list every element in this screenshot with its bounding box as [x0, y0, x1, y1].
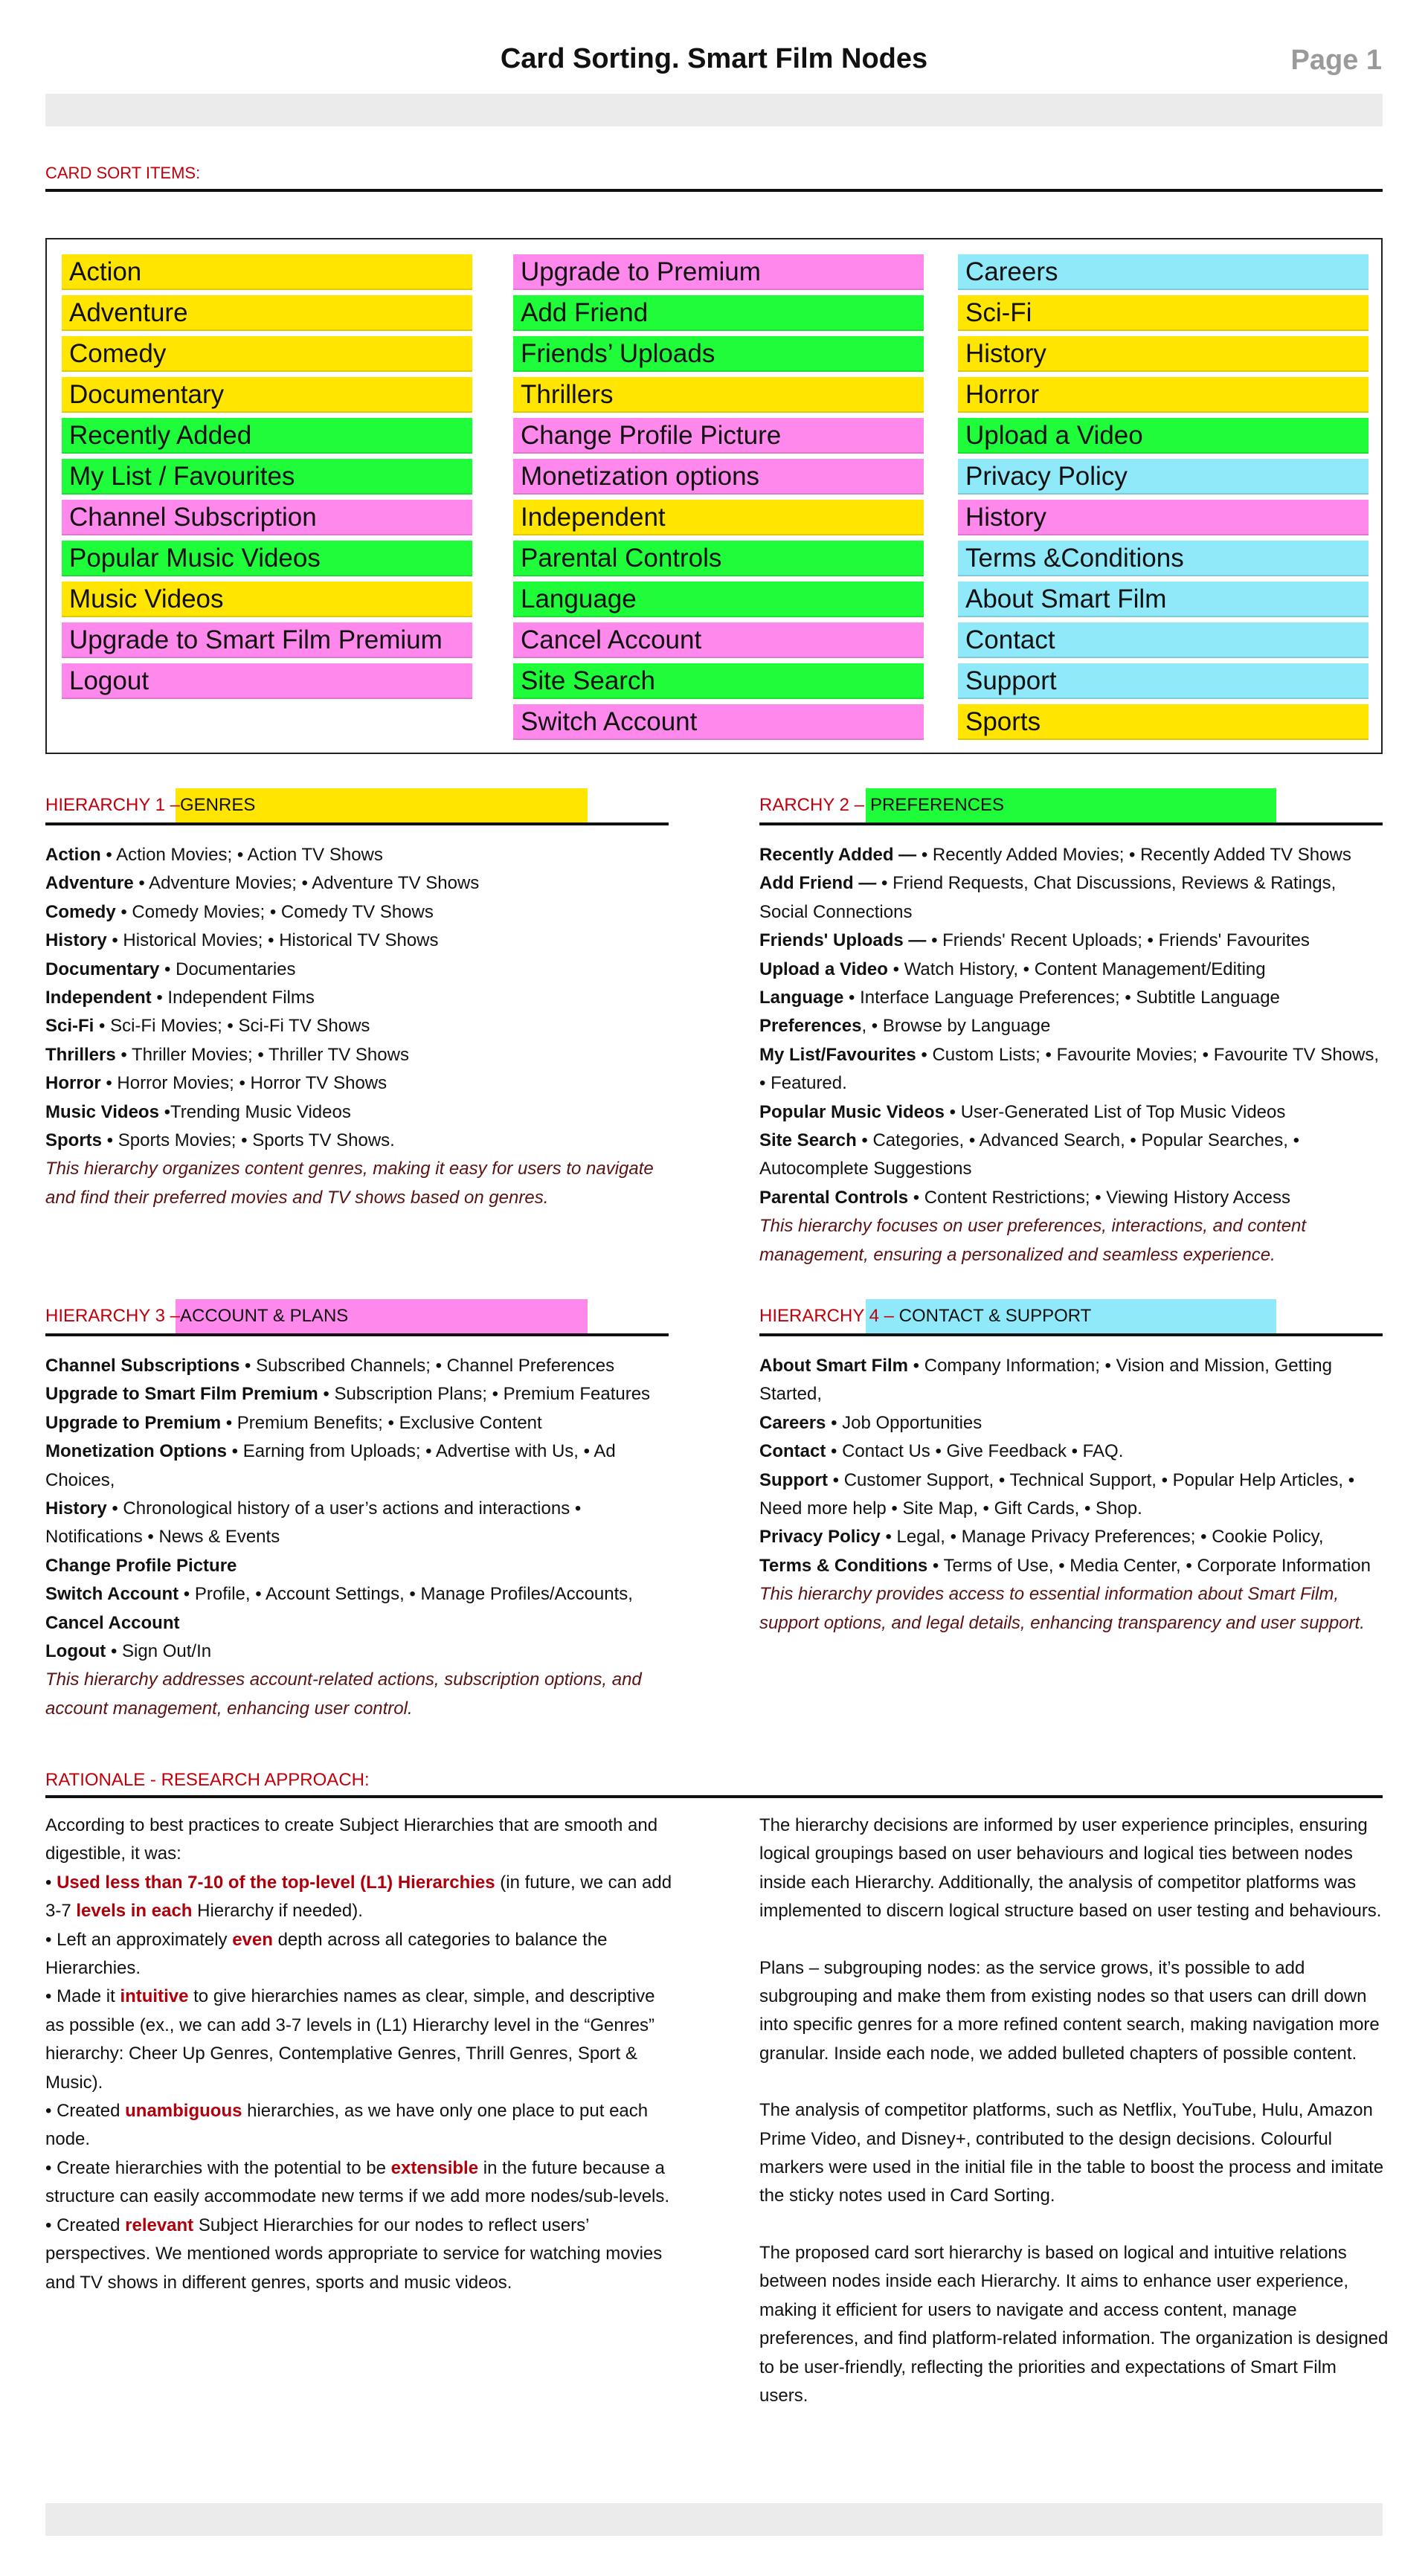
hierarchy-item-name: Upload a Video	[759, 959, 888, 979]
hierarchy-item-name: Sports	[45, 1130, 103, 1151]
rationale-bullet	[45, 1926, 676, 1983]
hierarchy-4-label-text: HIERARCHY 4 –	[759, 1306, 899, 1326]
hierarchy-item	[45, 1409, 670, 1437]
hierarchy-item-name: Channel Subscriptions	[45, 1356, 240, 1376]
hierarchy-item-name: Add Friend —	[759, 873, 877, 894]
header-divider-bar	[45, 94, 1383, 126]
rationale-bullet	[45, 2097, 676, 2154]
sort-card: Friends’ Uploads	[513, 336, 924, 372]
rationale-paragraph: The hierarchy decisions are informed by user experience principles, ensuring logical groupings based on user behaviours and logical ties between nodes inside each Hierarchy. Additionally, the analysis of competitor platforms was implemented to discern logical structure based on user testing and behaviours.	[759, 1815, 1382, 1922]
sort-card: About Smart Film	[958, 582, 1368, 617]
hierarchy-3-chip: ACCOUNT & PLANS	[176, 1299, 588, 1333]
rationale-bullet	[45, 1869, 676, 1926]
hierarchy-item-detail: • Sports Movies; • Sports TV Shows.	[102, 1130, 395, 1151]
hierarchy-item-detail: • Documentaries	[159, 959, 296, 979]
rationale-paragraph: The analysis of competitor platforms, such as Netflix, YouTube, Hulu, Amazon Prime Video, and Disney+, contributed to the design decisions. Colourful markers were used in the initial file in the table to boost the process and imitate the sticky notes used in Card Sorting.	[759, 2100, 1384, 2206]
hierarchy-item	[759, 984, 1383, 1012]
hierarchy-item	[45, 1495, 670, 1552]
hierarchy-item	[45, 1580, 670, 1609]
hierarchy-item-name: Upgrade to Premium	[45, 1412, 222, 1433]
hierarchy-note: This hierarchy organizes content genres, making it easy for users to navigate and find their preferred movies and TV shows based on genres.	[45, 1159, 654, 1208]
hierarchy-item	[759, 1523, 1383, 1551]
hierarchy-item-detail: • Job Opportunities	[826, 1412, 982, 1433]
sort-card: Independent	[513, 500, 924, 535]
hierarchy-item-name: History	[45, 1498, 107, 1519]
hierarchy-item-name: Site Search	[759, 1130, 857, 1151]
footer-bar	[45, 2503, 1383, 2536]
hierarchy-item-detail: • Chronological history of a user’s actions and interactions • Notifications • News & Events	[45, 1498, 582, 1548]
section-rule	[45, 189, 1383, 192]
hierarchy-item-name: Independent	[45, 988, 152, 1008]
sort-card: Sports	[958, 704, 1368, 740]
hierarchy-item-name: Adventure	[45, 873, 134, 894]
card-column-2	[513, 254, 924, 745]
sort-card: Popular Music Videos	[62, 541, 472, 576]
bullet-text: • Left an approximately	[45, 1929, 233, 1950]
sort-card: Action	[62, 254, 472, 290]
hierarchy-item-name: Documentary	[45, 959, 160, 979]
sort-card: Adventure	[62, 295, 472, 331]
hierarchy-item	[759, 841, 1383, 869]
hierarchy-item-name: Change Profile Picture	[45, 1555, 237, 1576]
hierarchy-item	[45, 1552, 670, 1580]
hierarchy-item-detail: • Sign Out/In	[106, 1641, 212, 1662]
sort-card: Sci-Fi	[958, 295, 1368, 331]
hierarchy-item	[759, 869, 1383, 927]
hierarchy-item	[45, 1380, 670, 1408]
hierarchy-1-chip: GENRES	[176, 788, 588, 822]
hierarchy-item	[759, 1012, 1383, 1040]
hierarchy-item-name: Preferences	[759, 1016, 862, 1037]
bullet-highlight: extensible	[390, 2157, 479, 2178]
hierarchy-item	[759, 1437, 1383, 1466]
hierarchy-item-name: My List/Favourites	[759, 1044, 916, 1065]
hierarchy-item	[759, 1041, 1383, 1098]
bullet-highlight: intuitive	[120, 1986, 189, 2007]
hierarchy-item-detail: • Independent Films	[151, 988, 315, 1008]
sort-card: Parental Controls	[513, 541, 924, 576]
hierarchy-item	[759, 956, 1383, 984]
sort-card: Cancel Account	[513, 622, 924, 658]
sort-card: Privacy Policy	[958, 459, 1368, 495]
bullet-text: Subject Hierarchies for our nodes to reflect users’ perspectives. We mentioned words appropriate to service for watching movies and TV shows in different genres, sports and music videos.	[45, 2215, 663, 2293]
hierarchy-item	[45, 898, 670, 927]
hierarchy-item	[45, 927, 670, 955]
hierarchy-item-name: Thrillers	[45, 1044, 116, 1065]
hierarchy-1-label: HIERARCHY 1 –	[45, 795, 180, 815]
sort-card: Monetization options	[513, 459, 924, 495]
hierarchy-item	[759, 1552, 1383, 1580]
hierarchy-item	[759, 1184, 1383, 1212]
bullet-text: (in future, we can add 3-7	[45, 1872, 672, 1922]
hierarchy-item-detail: • Categories, • Advanced Search, • Popular Searches, • Autocomplete Suggestions	[759, 1130, 1299, 1179]
hierarchy-item	[45, 1127, 670, 1155]
bullet-text: •	[45, 1872, 57, 1893]
hierarchy-1-rule	[45, 822, 669, 825]
sort-card: Music Videos	[62, 582, 472, 617]
hierarchy-item-detail: • Watch History, • Content Management/Editing	[887, 959, 1266, 979]
hierarchy-item-detail: • Action Movies; • Action TV Shows	[100, 845, 383, 865]
hierarchy-item-name: Comedy	[45, 901, 116, 922]
hierarchy-item	[759, 1352, 1383, 1409]
sort-card: Upgrade to Premium	[513, 254, 924, 290]
hierarchy-item-detail: • Customer Support, • Technical Support, • Popular Help Articles, • Need more help • Site Map, • Gift Cards, • Shop.	[759, 1469, 1355, 1519]
hierarchy-item-name: Support	[759, 1469, 828, 1490]
hierarchy-3-rule	[45, 1333, 669, 1336]
hierarchy-item-detail: • Friend Requests, Chat Discussions, Reviews & Ratings, Social Connections	[759, 873, 1337, 922]
hierarchy-item-detail: • Contact Us • Give Feedback • FAQ.	[826, 1441, 1124, 1462]
sort-card: Language	[513, 582, 924, 617]
hierarchy-note: This hierarchy provides access to essential information about Smart Film, support options, and legal details, enhancing transparency and user support.	[759, 1584, 1365, 1633]
sort-card: Horror	[958, 377, 1368, 413]
rationale-bullet	[45, 1983, 676, 2097]
bullet-highlight: relevant	[125, 2215, 194, 2235]
hierarchy-item-detail: • Historical Movies; • Historical TV Shows	[106, 930, 439, 951]
bullet-highlight: unambiguous	[125, 2101, 242, 2122]
sort-card: Site Search	[513, 663, 924, 699]
rationale-right-column	[759, 1812, 1389, 2438]
hierarchy-item-detail: • Friends' Recent Uploads; • Friends' Favourites	[926, 930, 1310, 951]
sort-card: History	[958, 336, 1368, 372]
hierarchy-item	[45, 1437, 670, 1495]
card-column-1	[62, 254, 472, 704]
hierarchy-item-detail: • Comedy Movies; • Comedy TV Shows	[115, 901, 434, 922]
bullet-text: depth across all categories to balance the Hierarchies.	[45, 1929, 608, 1979]
hierarchy-item	[45, 1609, 670, 1638]
sort-card: Thrillers	[513, 377, 924, 413]
sort-card: Careers	[958, 254, 1368, 290]
card-sort-board	[45, 238, 1383, 754]
hierarchy-4-chip-text: CONTACT & SUPPORT	[898, 1306, 1092, 1326]
hierarchy-item-name: Friends' Uploads —	[759, 930, 927, 951]
hierarchy-item-name: Popular Music Videos	[759, 1101, 945, 1122]
hierarchy-item-detail: • Adventure Movies; • Adventure TV Shows	[133, 873, 480, 894]
hierarchy-item-name: Language	[759, 988, 844, 1008]
hierarchy-item	[45, 869, 670, 898]
hierarchy-item-detail: • Thriller Movies; • Thriller TV Shows	[115, 1044, 409, 1065]
sort-card: Support	[958, 663, 1368, 699]
sort-card: Switch Account	[513, 704, 924, 740]
sort-card: Upgrade to Smart Film Premium	[62, 622, 472, 658]
hierarchy-item-name: Action	[45, 845, 101, 865]
rationale-bullet	[45, 2154, 676, 2212]
hierarchy-item-detail: • Interface Language Preferences; • Subtitle Language	[843, 988, 1280, 1008]
hierarchy-4-rule	[759, 1333, 1383, 1336]
hierarchy-item	[759, 1466, 1383, 1524]
hierarchy-3-body	[45, 1352, 670, 1723]
hierarchy-item-name: Music Videos	[45, 1101, 159, 1122]
bullet-text: in the future because a structure can easily accommodate new terms if we add more nodes/sub-levels.	[45, 2157, 670, 2207]
hierarchy-item-detail: • User-Generated List of Top Music Videos	[944, 1101, 1286, 1122]
hierarchy-item	[45, 984, 670, 1012]
bullet-text: hierarchies, as we have only one place to put each node.	[45, 2101, 649, 2150]
hierarchy-item	[45, 1041, 670, 1069]
hierarchy-item-name: Monetization Options	[45, 1441, 227, 1462]
bullet-highlight: even	[232, 1929, 273, 1950]
hierarchy-item	[759, 1098, 1383, 1127]
hierarchy-item-name: Sci-Fi	[45, 1016, 94, 1037]
hierarchy-item	[759, 1127, 1383, 1184]
rationale-bullets	[45, 1869, 676, 2297]
hierarchy-item-name: Logout	[45, 1641, 106, 1662]
hierarchy-item	[45, 1352, 670, 1380]
bullet-text: to give hierarchies names as clear, simple, and descriptive as possible (ex., we can add 3-7 levels in (L1) Hierarchy level in the “Genres” hierarchy: Cheer Up Genres, Contemplative Genres, Thrill Genres, Sport & Music).	[45, 1986, 655, 2093]
hierarchy-item-detail: • Terms of Use, • Media Center, • Corporate Information	[927, 1555, 1371, 1576]
hierarchy-item-detail: • Subscription Plans; • Premium Features	[318, 1384, 651, 1405]
hierarchy-item-detail: • Legal, • Manage Privacy Preferences; • Cookie Policy,	[880, 1527, 1324, 1548]
hierarchy-item-name: Cancel Account	[45, 1612, 180, 1633]
hierarchy-note: This hierarchy focuses on user preferences, interactions, and content management, ensuring a personalized and seamless experience.	[759, 1216, 1307, 1265]
hierarchy-item-name: About Smart Film	[759, 1356, 909, 1376]
bullet-text: Hierarchy if needed).	[192, 1901, 363, 1922]
hierarchy-item-name: Privacy Policy	[759, 1527, 881, 1548]
sort-card: Add Friend	[513, 295, 924, 331]
hierarchy-item-detail: • Horror Movies; • Horror TV Shows	[100, 1073, 387, 1094]
hierarchy-note: This hierarchy addresses account-related actions, subscription options, and account management, enhancing user control.	[45, 1669, 642, 1719]
hierarchy-item-name: Switch Account	[45, 1584, 179, 1605]
hierarchy-item-name: Parental Controls	[759, 1187, 909, 1208]
rationale-bullet	[45, 2212, 676, 2297]
hierarchy-2-chip: PREFERENCES	[866, 788, 1276, 822]
hierarchy-item-detail: • Sci-Fi Movies; • Sci-Fi TV Shows	[94, 1016, 370, 1037]
hierarchy-item-detail: • Profile, • Account Settings, • Manage Profiles/Accounts,	[178, 1584, 633, 1605]
sort-card: Contact	[958, 622, 1368, 658]
rationale-paragraph: The proposed card sort hierarchy is based on logical and intuitive relations between nodes inside each Hierarchy. It aims to enhance user experience, making it efficient for users to navigate and access content, manage preferences, and find platform-related information. The organization is designed to be user-friendly, reflecting the priorities and expectations of Smart Film users.	[759, 2242, 1389, 2406]
bullet-text: • Created	[45, 2101, 126, 2122]
hierarchy-item-name: Upgrade to Smart Film Premium	[45, 1384, 318, 1405]
hierarchy-item	[759, 1409, 1383, 1437]
hierarchy-item	[45, 956, 670, 984]
hierarchy-item	[45, 841, 670, 869]
hierarchy-item-detail: • Content Restrictions; • Viewing History Access	[908, 1187, 1290, 1208]
sort-card: My List / Favourites	[62, 459, 472, 495]
hierarchy-item-name: History	[45, 930, 107, 951]
bullet-highlight: levels in each	[76, 1901, 193, 1922]
hierarchy-item-name: Careers	[759, 1412, 826, 1433]
hierarchy-3-label: HIERARCHY 3 –	[45, 1306, 180, 1326]
page-title: Card Sorting. Smart Film Nodes	[500, 43, 928, 74]
hierarchy-item	[45, 1098, 670, 1127]
hierarchy-item	[45, 1069, 670, 1098]
sort-card: Channel Subscription	[62, 500, 472, 535]
hierarchy-item-name: Terms & Conditions	[759, 1555, 928, 1576]
sort-card: History	[958, 500, 1368, 535]
hierarchy-item-detail: • Company Information; • Vision and Mission, Getting Started,	[759, 1356, 1332, 1405]
hierarchy-1-body	[45, 841, 670, 1212]
hierarchy-4-label	[759, 1299, 1091, 1333]
rationale-rule	[45, 1795, 1383, 1798]
hierarchy-item-name: Horror	[45, 1073, 101, 1094]
sort-card: Terms &Conditions	[958, 541, 1368, 576]
bullet-text: • Created	[45, 2215, 126, 2235]
sort-card: Logout	[62, 663, 472, 699]
sort-card: Recently Added	[62, 418, 472, 454]
sort-card: Documentary	[62, 377, 472, 413]
bullet-text: • Create hierarchies with the potential to be	[45, 2157, 391, 2178]
bullet-text: • Made it	[45, 1986, 120, 2007]
hierarchy-item-detail: •Trending Music Videos	[158, 1101, 351, 1122]
hierarchy-item-detail: • Subscribed Channels; • Channel Preferences	[239, 1356, 615, 1376]
sort-card: Change Profile Picture	[513, 418, 924, 454]
hierarchy-item-detail: • Recently Added Movies; • Recently Added TV Shows	[916, 845, 1351, 865]
hierarchy-item-detail: • Custom Lists; • Favourite Movies; • Favourite TV Shows, • Featured.	[759, 1044, 1380, 1094]
hierarchy-2-body	[759, 841, 1383, 1269]
rationale-paragraph: Plans – subgrouping nodes: as the service grows, it’s possible to add subgrouping and make them from existing nodes so that users can drill down into specific genres for a more refined content search, making navigation more granular. Inside each node, we added bulleted chapters of possible content.	[759, 1957, 1380, 2064]
rationale-intro: According to best practices to create Subject Hierarchies that are smooth and digestible, it was:	[45, 1815, 658, 1864]
hierarchy-item	[759, 927, 1383, 955]
card-sort-heading: CARD SORT ITEMS:	[45, 164, 201, 182]
card-column-3	[958, 254, 1368, 745]
sort-card: Comedy	[62, 336, 472, 372]
hierarchy-item	[45, 1012, 670, 1040]
hierarchy-item-detail: , • Browse by Language	[861, 1016, 1051, 1037]
hierarchy-item-name: Contact	[759, 1441, 826, 1462]
rationale-heading: RATIONALE - RESEARCH APPROACH:	[45, 1770, 370, 1790]
hierarchy-4-body	[759, 1352, 1383, 1638]
hierarchy-2-rule	[759, 822, 1383, 825]
hierarchy-2-label: RARCHY 2 –	[759, 795, 864, 815]
hierarchy-item-detail: • Premium Benefits; • Exclusive Content	[221, 1412, 542, 1433]
bullet-highlight: Used less than 7-10 of the top-level (L1) Hierarchies	[57, 1872, 495, 1893]
hierarchy-item-name: Recently Added —	[759, 845, 917, 865]
rationale-left-column	[45, 1812, 676, 2297]
page-number: Page 1	[1290, 45, 1382, 76]
sort-card: Upload a Video	[958, 418, 1368, 454]
hierarchy-item-detail: • Earning from Uploads; • Advertise with Us, • Ad Choices,	[45, 1441, 616, 1490]
hierarchy-item	[45, 1638, 670, 1666]
